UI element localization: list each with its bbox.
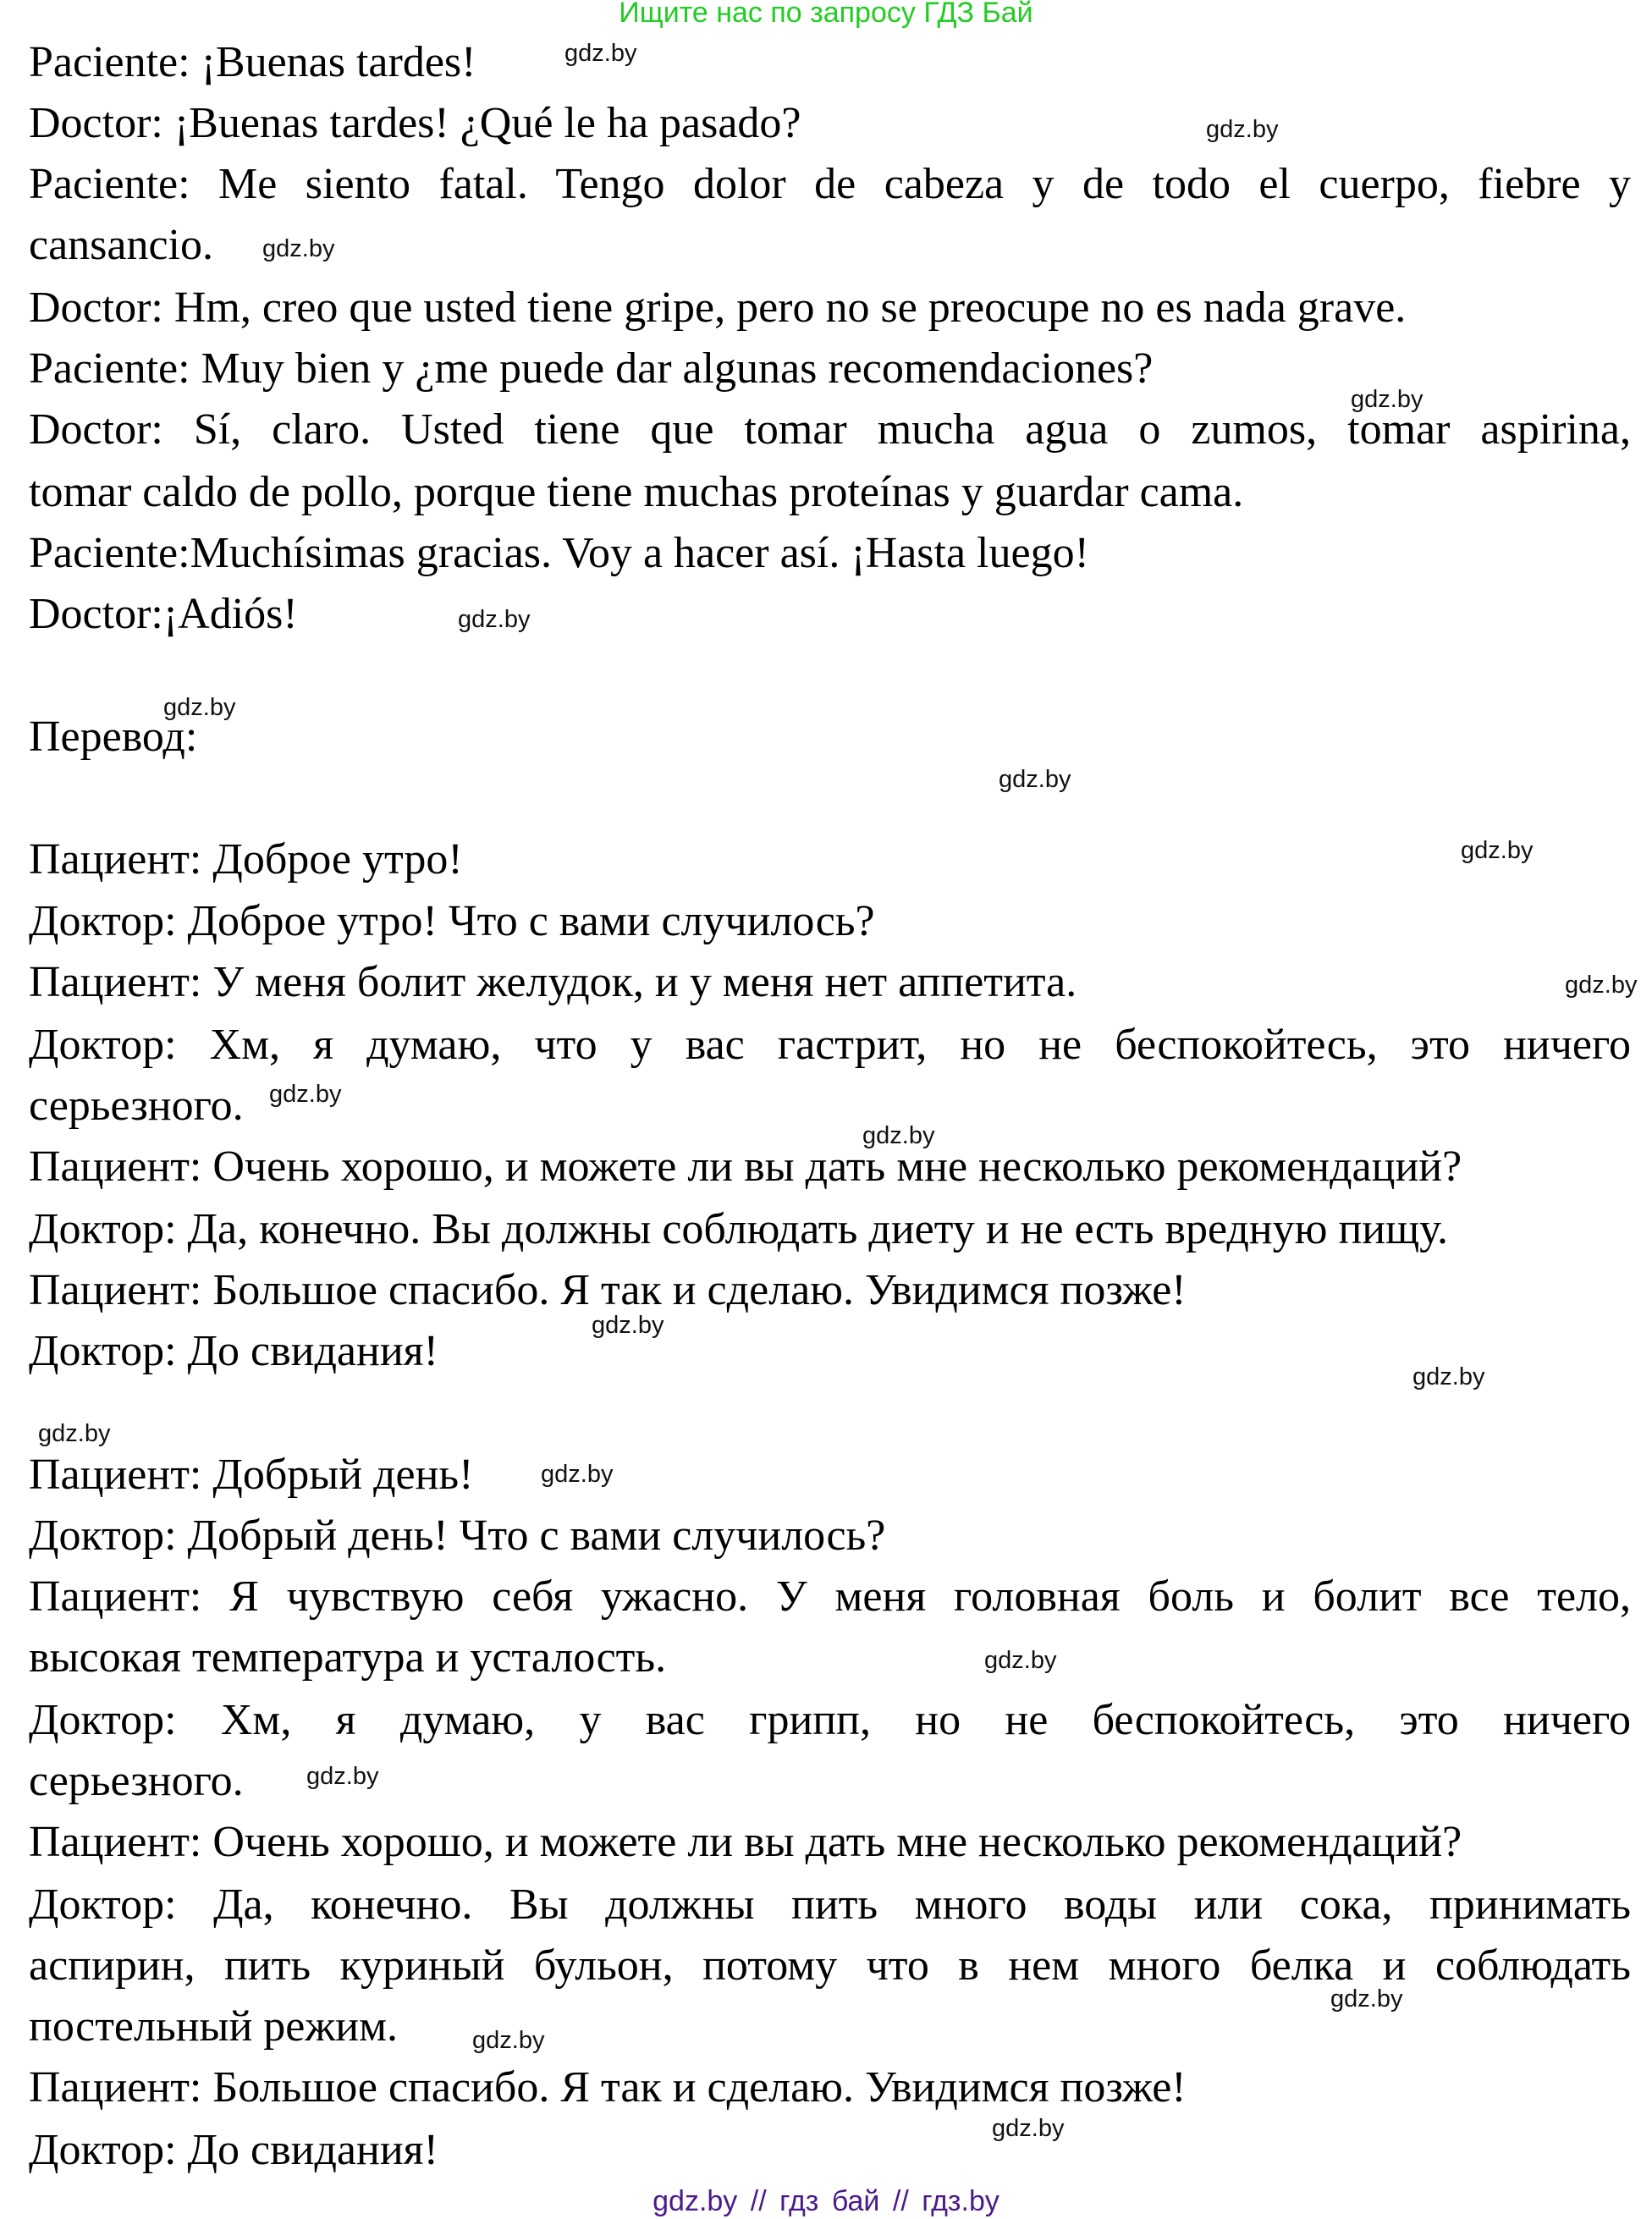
dialogue-line: cansancio.	[29, 221, 214, 269]
footer-links[interactable]: gdz.by // гдз бай // гдз.by	[653, 2185, 999, 2217]
dialogue-line: Доктор: До свидания!	[29, 2126, 438, 2174]
watermark: gdz.by	[472, 2027, 545, 2054]
dialogue-line: серьезного.	[29, 1757, 244, 1805]
dialogue-line: постельный режим.	[29, 2002, 399, 2051]
dialogue-line: Пациент: Большое спасибо. Я так и сделаю. Увидимся позже!	[29, 1266, 1187, 1314]
watermark: gdz.by	[1565, 972, 1638, 999]
dialogue-line: высокая температура и усталость.	[29, 1633, 667, 1682]
watermark: gdz.by	[992, 2115, 1065, 2142]
watermark: gdz.by	[862, 1122, 935, 1149]
watermark: gdz.by	[269, 1081, 342, 1108]
watermark: gdz.by	[541, 1461, 614, 1488]
dialogue-line: Пациент: Я чувствую себя ужасно. У меня головная боль и болит все тело,	[29, 1572, 1631, 1621]
dialogue-line: Doctor: ¡Buenas tardes! ¿Qué le ha pasado?	[29, 99, 801, 147]
dialogue-line: Доктор: Да, конечно. Вы должны пить много воды или сока, принимать	[29, 1880, 1631, 1929]
watermark: gdz.by	[1330, 1985, 1403, 2013]
dialogue-line: Доктор: Добрый день! Что с вами случилось?	[29, 1511, 886, 1560]
dialogue-line: Доктор: Хм, я думаю, у вас грипп, но не беспокойтесь, это ничего	[29, 1696, 1631, 1744]
dialogue-line: Доктор: Хм, я думаю, что у вас гастрит, но не беспокойтесь, это ничего	[29, 1021, 1631, 1069]
watermark: gdz.by	[999, 766, 1071, 793]
dialogue-line: Пациент: Очень хорошо, и можете ли вы дать мне несколько рекомендаций?	[29, 1143, 1462, 1191]
dialogue-line: Доктор: Да, конечно. Вы должны соблюдать диету и не есть вредную пищу.	[29, 1205, 1448, 1253]
dialogue-line: Пациент: У меня болит желудок, и у меня нет аппетита.	[29, 958, 1077, 1006]
watermark: gdz.by	[38, 1420, 111, 1447]
dialogue-line: Paciente: ¡Buenas tardes!	[29, 38, 476, 86]
dialogue-line: Doctor:¡Adiós!	[29, 590, 298, 638]
watermark: gdz.by	[1351, 386, 1423, 413]
dialogue-line: Paciente: Muy bien y ¿me puede dar algunas recomendaciones?	[29, 344, 1154, 393]
watermark: gdz.by	[592, 1312, 664, 1339]
dialogue-line: Doctor: Hm, creo que usted tiene gripe, pero no se preocupe no es nada grave.	[29, 284, 1407, 332]
watermark: gdz.by	[306, 1763, 379, 1790]
watermark: gdz.by	[1412, 1363, 1485, 1390]
watermark: gdz.by	[564, 40, 637, 67]
search-banner[interactable]: Ищите нас по запросу ГДЗ Бай	[619, 0, 1033, 29]
watermark: gdz.by	[984, 1647, 1057, 1674]
dialogue-line: Пациент: Большое спасибо. Я так и сделаю. Увидимся позже!	[29, 2063, 1187, 2112]
dialogue-line: Doctor: Sí, claro. Usted tiene que tomar mucha agua o zumos, tomar aspirina,	[29, 405, 1631, 454]
dialogue-line: серьезного.	[29, 1082, 244, 1130]
dialogue-line: аспирин, пить куриный бульон, потому что в нем много белка и соблюдать	[29, 1941, 1631, 1990]
watermark: gdz.by	[458, 606, 531, 633]
dialogue-line: Доктор: Доброе утро! Что с вами случилось?	[29, 897, 875, 945]
dialogue-line: Пациент: Доброе утро!	[29, 835, 463, 884]
dialogue-line: Paciente:Muchísimas gracias. Voy a hacer así. ¡Hasta luego!	[29, 529, 1089, 577]
watermark: gdz.by	[1461, 837, 1534, 864]
dialogue-line: Пациент: Добрый день!	[29, 1451, 474, 1499]
dialogue-line: Paciente: Me siento fatal. Tengo dolor de cabeza y de todo el cuerpo, fiebre y	[29, 160, 1631, 208]
dialogue-line: Доктор: До свидания!	[29, 1327, 438, 1375]
watermark: gdz.by	[262, 235, 335, 262]
dialogue-line: Пациент: Очень хорошо, и можете ли вы дать мне несколько рекомендаций?	[29, 1818, 1462, 1866]
watermark: gdz.by	[1206, 116, 1279, 143]
dialogue-line: tomar caldo de pollo, porque tiene muchas proteínas y guardar cama.	[29, 468, 1244, 516]
watermark: gdz.by	[163, 694, 236, 721]
section-heading: Перевод:	[29, 713, 198, 761]
